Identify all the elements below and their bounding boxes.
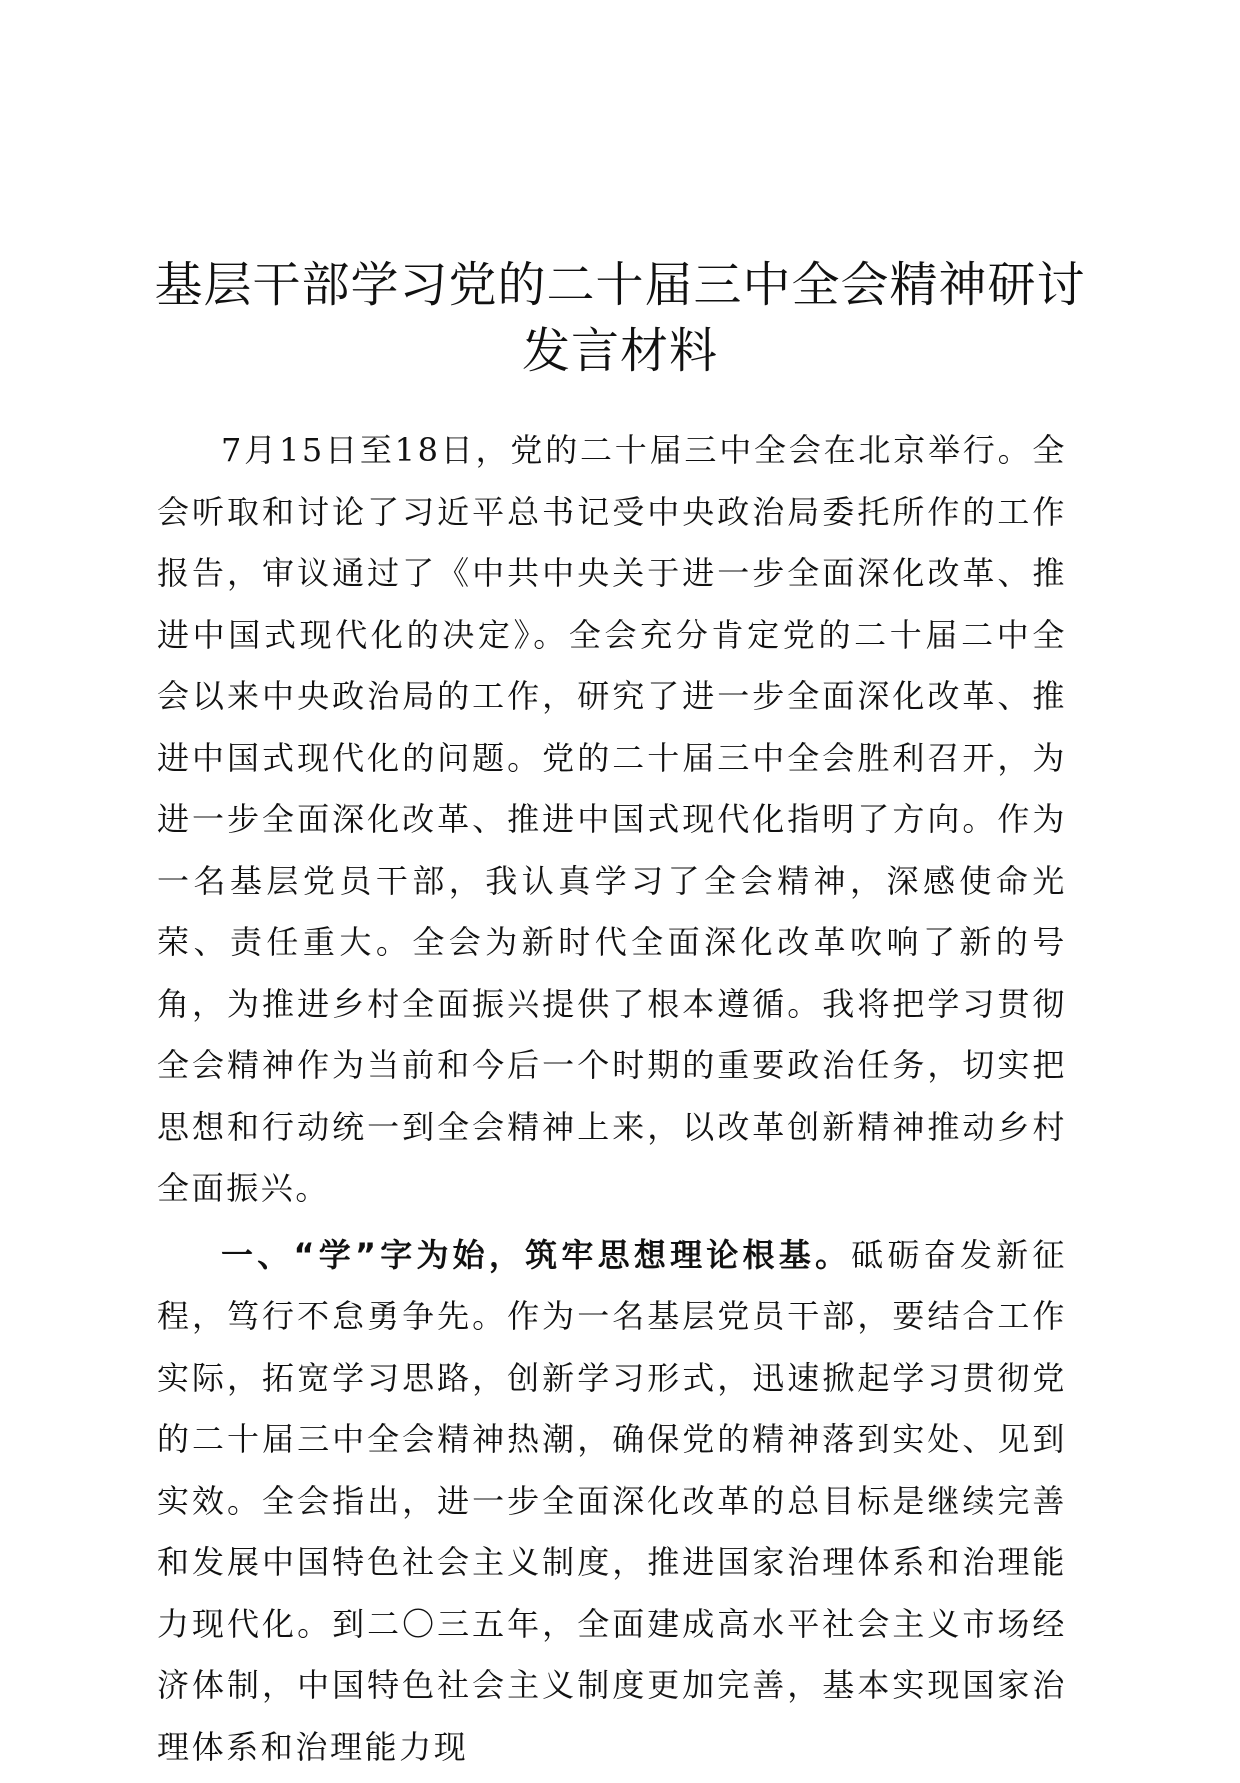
document-title: 基层干部学习党的二十届三中全会精神研讨发言材料 bbox=[154, 257, 1086, 379]
document-body bbox=[157, 420, 1067, 1783]
section-one-heading: 一、“学”字为始，筑牢思想理论根基。 bbox=[221, 1235, 852, 1274]
section-one-text: 砥砺奋发新征程，笃行不怠勇争先。作为一名基层党员干部，要结合工作实际，拓宽学习思路，创新学习形式，迅速掀起学习贯彻党的二十届三中全会精神热潮，确保党的精神落到实处、见到实效。全会指出，进一步全面深化改革的总目标是继续完善和发展中国特色社会主义制度，推进国家治理体系和治理能力现代化。到二〇三五年，全面建成高水平社会主义市场经济体制，中国特色社会主义制度更加完善，基本实现国家治理体系和治理能力现 bbox=[157, 1235, 1067, 1766]
section-one-paragraph bbox=[157, 1225, 1067, 1779]
intro-paragraph: 7月15日至18日，党的二十届三中全会在北京举行。全会听取和讨论了习近平总书记受中央政治局委托所作的工作报告，审议通过了《中共中央关于进一步全面深化改革、推进中国式现代化的决定》。全会充分肯定党的二十届二中全会以来中央政治局的工作，研究了进一步全面深化改革、推进中国式现代化的问题。党的二十届三中全会胜利召开，为进一步全面深化改革、推进中国式现代化指明了方向。作为一名基层党员干部，我认真学习了全会精神，深感使命光荣、责任重大。全会为新时代全面深化改革吹响了新的号角，为推进乡村全面振兴提供了根本遵循。我将把学习贯彻全会精神作为当前和今后一个时期的重要政治任务，切实把思想和行动统一到全会精神上来，以改革创新精神推动乡村全面振兴。 bbox=[157, 431, 1067, 1207]
